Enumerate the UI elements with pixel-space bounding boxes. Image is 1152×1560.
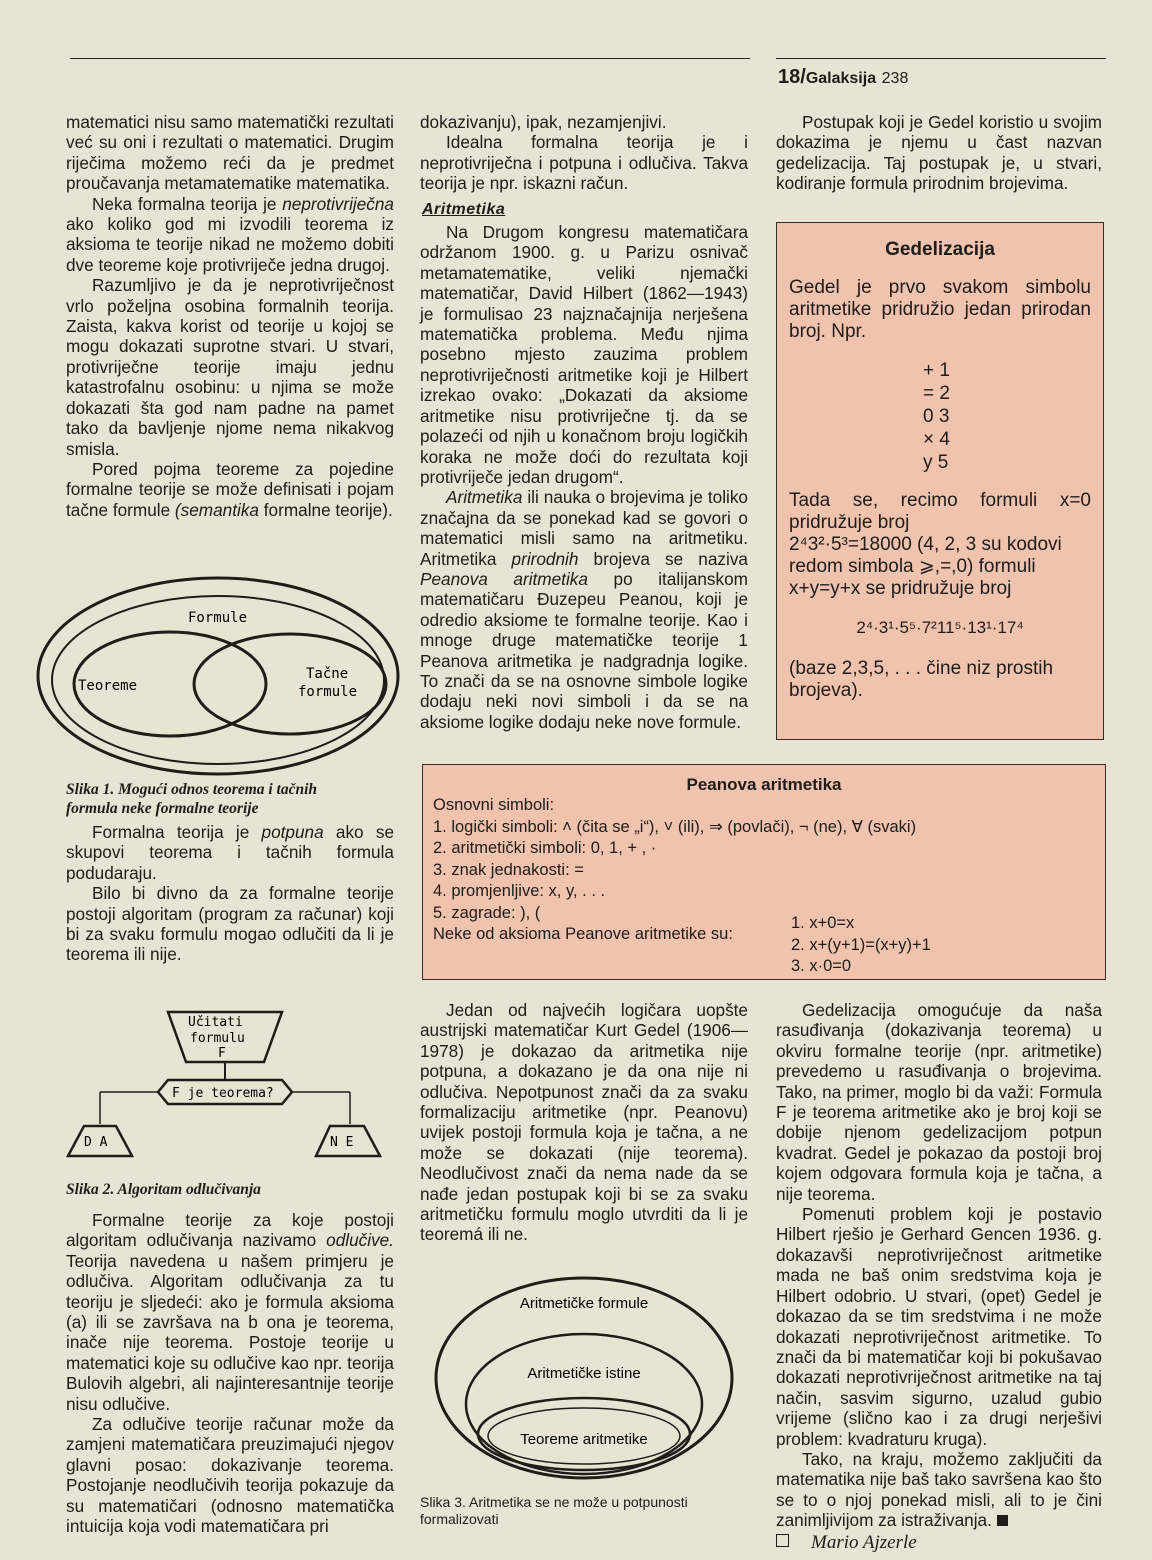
- box-example-2: 2⁴3²·5³=18000 (4, 2, 3 su kodovi redom simbola ⩾,=,0) formuli x+y=y+x se pridružuje broj: [789, 534, 1062, 599]
- column-3-bottom: [776, 1000, 1102, 1553]
- paragraph: Jedan od najvećih logičara uopšte austrijski matematičar Kurt Gedel (1906—1978) je dokazao da aritmetika nije potpuna, a dokazano je da ona nije ni odlučiva. Nepotpunost znači da za svaku formalizaciju aritmetike (npr. Peanovu) uvijek postoji formula koja je tačna, a ne može se dokazati (nije teorema). Neodlučivost znači da nema nade da se nađe jedan postupak koji bi se za svaku aritmetičku formulu moglo utvrditi da li je teoremá ili ne.: [420, 1000, 748, 1245]
- paragraph: Pored pojma teoreme za pojedine formalne teorije se može definisati i pojam tačne formule (semantika formalne teorije).: [66, 458, 394, 520]
- end-mark-icon: [997, 1515, 1008, 1526]
- column-1-top: [66, 112, 394, 520]
- figure-2-caption: Slika 2. Algoritam odlučivanja: [66, 1181, 261, 1198]
- figure-1-venn: [30, 566, 410, 778]
- paragraph: Formalne teorije za koje postoji algoritam odlučivanja nazivamo odlučive. Teorija navedena u našem primjeru je odlučiva. Algoritam odlučivanja za tu teoriju je sljedeći: ako je formula aksioma (a) ili se završava na b ona je teorema, inače nije teorema. Postoje teorije u matematici koje su odlučive kao npr. teorija Bulovih algebri, ali najinteresantnije teorije nisu odlučive.: [66, 1210, 394, 1414]
- paragraph: Pomenuti problem koji je postavio Hilbert rješio je Gerhard Gencen 1936. g. dokazavši neprotivriječnost aritmetike mada ne baš onim sredstvima koja je Hilbert odobrio. U stvari, (opet) Gedel je dokazao da se tim sredstvima i ne može dokazati neprotivriječnost aritmetike. To znači da bi matematičar koji bi pokušavao dokazati neprotivriječnost aritmetike na taj način, sasvim sigurno, uzalud gubio vrijeme (slično kao i za drugi nerješivi problem: kvadraturu kruga).: [776, 1204, 1102, 1449]
- paragraph: Za odlučive teorije računar može da zamjeni matematičara preuzimajući njegov glavni posao: dokazivanje teorema. Postojanje neodlučivih teorija pokazuje da su matematičari (odnosno matematička intuicija koja vodi matematičara pri: [66, 1414, 394, 1537]
- box-intro: Gedel je prvo svakom simbolu aritmetike pridružio jedan prirodan broj. Npr.: [789, 277, 1091, 342]
- figure-2-flowchart: [60, 1006, 390, 1176]
- box-title: Peanova aritmetika: [686, 775, 842, 794]
- axiom: 3. x·0=0: [791, 957, 852, 975]
- paragraph: Idealna formalna teorija je i neprotivriječna i potpuna i odlučiva. Takva teorija je npr. iskazni račun.: [420, 132, 748, 194]
- author-line: [776, 1533, 1102, 1553]
- true-formulas-set: [194, 634, 386, 734]
- truths-set: [466, 1334, 702, 1474]
- paragraph: Razumljivo je da je neprotivriječnost vrlo poželjna osobina formalnih teorija. Zaista, kakva korist od teorije u kojoj se mogu dokazati suprotne stvari. U stvari, protivriječne teorije imaju jednu katastrofalnu osobinu: u njima se može dokazati šta god nam padne na pamet tako da bavljenje njome nema nikakvog smisla.: [66, 275, 394, 459]
- peano-item: 1. logički simboli: ˄ (čita se „i“), ˅ (ili), ⇒ (povlači), ¬ (ne), ∀ (svaki): [433, 817, 917, 836]
- paragraph: Neka formalna teorija je neprotivriječna ako koliko god mi izvodili teorema iz aksioma te teorije nikad ne možemo dobiti dve teoreme koje protivriječe jedna drugoj.: [66, 193, 394, 275]
- paragraph: Bilo bi divno da za formalne teorije postoji algoritam (program za računar) koji bi za svaku formulu mogao odlučiti da li je teorema ili nije.: [66, 883, 394, 965]
- input-text-3: F: [218, 1046, 226, 1061]
- header-rule-right: [776, 58, 1106, 59]
- paragraph: Gedelizacija omogućuje da naša rasuđivanja (dokazivanja teorema) u okviru formalne teorije (npr. aritmetike) prevedemo u rasuđivanja o brojevima. Tako, na primer, moglo bi da važi: Formula F je teorema aritmetike ako je broj koji se dobije njenom gedelizacijom potpun kvadrat. Gedel je pokazao da postoji broj kojem odgovara formula koja je tačna, a nije teorema.: [776, 1000, 1102, 1204]
- paragraph: Formalna teorija je potpuna ako se skupovi teorema i tačnih formula podudaraju.: [66, 822, 395, 883]
- author-name: Mario Ajzerle: [811, 1531, 917, 1553]
- column-1-middle: [66, 822, 394, 965]
- yes-text: D A: [84, 1135, 108, 1150]
- decision-text: F je teorema?: [172, 1086, 274, 1101]
- figure-1-caption: Slika 1. Mogući odnos teorema i tačnih formula neke formalne teorije: [66, 781, 318, 817]
- label-tacne: Tačne: [306, 666, 349, 682]
- figure-3-nested-sets: [424, 1264, 744, 1492]
- mapping-row: 0 3: [923, 406, 950, 427]
- paragraph: Postupak koji je Gedel koristio u svojim dokazima je njemu u čast nazvan gedelizacija. Taj postupak je, u stvari, kodiranje formula prirodnim brojevima.: [776, 112, 1102, 194]
- axioms-list: [791, 913, 931, 978]
- label-formule: Formule: [188, 610, 248, 626]
- paragraph: Aritmetika ili nauka o brojevima je toliko značajna da se ponekad kad se govori o matematici misli samo na aritmetiku. Aritmetika prirodnih brojeva se naziva Peanova aritmetika po italijanskom matematičaru Đuzepeu Peanou, koji je odredio aksiome te formalne teorije. Kao i mnoge druge matematičke teorije 1 Peanova aritmetika je nadgradnja logike. To znači da se na osnovne simbole logike dodaju neki novi simboli i da se na aksiome logike dodaju neke nove formule.: [420, 487, 748, 732]
- input-text-2: formulu: [190, 1031, 245, 1046]
- label-formule: Aritmetičke formule: [519, 1295, 649, 1312]
- column-1-bottom: [66, 1210, 394, 1537]
- axiom: 2. x+(y+1)=(x+y)+1: [791, 935, 931, 954]
- label-teoreme: Teoreme aritmetike: [520, 1431, 648, 1448]
- column-2-bottom: [420, 1000, 748, 1245]
- figure-3-caption: Slika 3. Aritmetika se ne može u potpunosti formalizovati: [420, 1494, 688, 1527]
- no-text: N E: [330, 1135, 354, 1150]
- peano-item: 4. promjenljive: x, y, . . .: [433, 882, 606, 900]
- page-number: 18: [778, 66, 801, 88]
- axiom: 1. x+0=x: [791, 914, 855, 932]
- gedelizacija-box: [776, 222, 1104, 740]
- label-istine: Aritmetičke istine: [527, 1365, 641, 1382]
- column-3-top: [776, 112, 1102, 194]
- label-formule-2: formule: [298, 684, 358, 700]
- mapping-row: × 4: [923, 429, 950, 450]
- magazine-name: Galaksija: [805, 70, 877, 87]
- paragraph: Tako, na kraju, možemo zaključiti da matematika nije baš tako savršena kao što se to o njoj ponekad misli, ali to je čini zanimljivijom za istraživanja.: [776, 1448, 1102, 1531]
- mapping-row: y 5: [923, 452, 949, 473]
- page-header: 18/Galaksija 238: [778, 66, 909, 88]
- label-teoreme: Teoreme: [78, 678, 138, 694]
- box-product: 2⁴·3¹·5⁵·7²11⁵·13¹·17⁴: [856, 618, 1024, 637]
- paragraph: Na Drugom kongresu matematičara održanom 1900. g. u Parizu osnivač metamatematike, veliki njemački matematičar, David Hilbert (1862—1943) je formulisao 23 najznačajnija nerješena matematička problema. Među njima posebno mjesto zauzima problem neprotivriječnosti aritmetike koji je Hilbert izrekao ovako: „Dokazati da aksiome aritmetike nisu protivriječne tj. da se polazeći od njih u konačnom broju logičkih koraka ne može doći do rezultata koji protivriječe jedan drugom“.: [420, 222, 748, 487]
- peano-box: [422, 764, 1106, 980]
- issue-number: 238: [881, 70, 909, 87]
- box-note: (baze 2,3,5, . . . čine niz prostih brojeva).: [789, 658, 1054, 701]
- column-2-top: [420, 112, 748, 732]
- box-title: Gedelizacija: [885, 239, 995, 260]
- input-text-1: Učitati: [188, 1015, 243, 1030]
- peano-item: 5. zagrade: ), (: [433, 903, 541, 922]
- basic-symbols-label: Osnovni simboli:: [433, 796, 555, 814]
- box-example-1: Tada se, recimo formuli x=0 pridružuje broj: [789, 490, 1091, 533]
- subheading-aritmetika: Aritmetika: [422, 200, 506, 218]
- paragraph: dokazivanju), ipak, nezamjenjivi.: [420, 112, 667, 132]
- author-square-icon: [776, 1534, 789, 1547]
- header-rule-left: [70, 58, 750, 59]
- paragraph: matematici nisu samo matematički rezultati već su oni i rezultati o matematici. Drugim riječima možemo reći da je predmet proučavanja metamatematike matematika.: [66, 112, 394, 194]
- mapping-row: + 1: [923, 360, 950, 381]
- symbol-mapping: [923, 359, 1103, 474]
- axioms-label: Neke od aksioma Peanove aritmetike su:: [433, 925, 733, 943]
- peano-item: 3. znak jednakosti: =: [433, 860, 584, 879]
- peano-item: 2. aritmetički simboli: 0, 1, + , ·: [433, 839, 657, 857]
- mapping-row: = 2: [923, 383, 950, 404]
